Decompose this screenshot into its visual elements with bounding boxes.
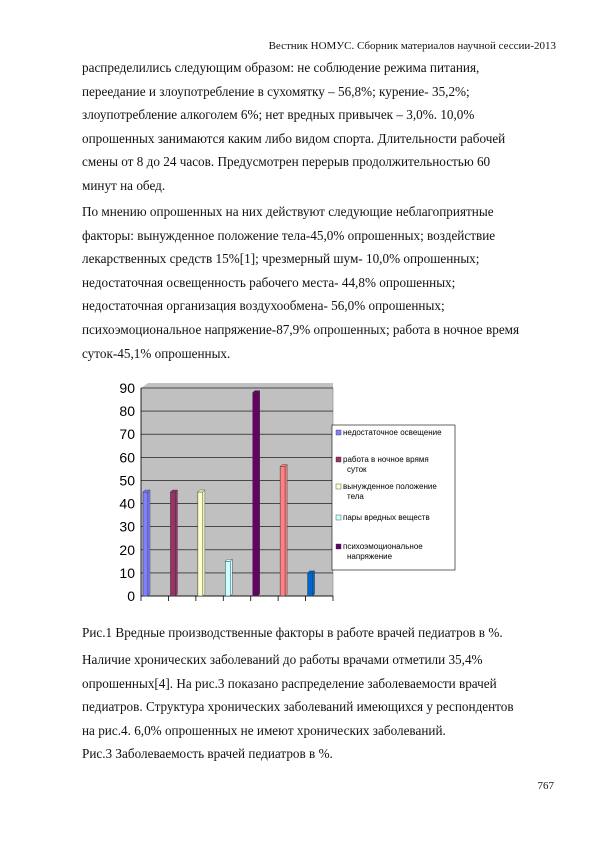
y-tick-label: 10 (119, 564, 135, 581)
plot-area (141, 388, 333, 596)
text-line: опрошенных[4]. На рис.3 показано распределение заболеваемости врачей (82, 675, 497, 691)
text-line: опрошенных занимаются каким либо видом спорта. Длительности рабочей (82, 130, 506, 146)
paragraph-1 (82, 56, 554, 198)
bar-side (285, 465, 287, 596)
y-tick-label: 0 (127, 588, 135, 602)
paragraph-3 (82, 648, 554, 766)
bar (170, 492, 175, 596)
bar-side (175, 490, 177, 596)
text-line: психоэмоциональное напряжение-87,9% опрошенных; работа в ночное время (82, 321, 520, 337)
bar-chart (96, 372, 476, 602)
legend-swatch (336, 515, 341, 520)
text-line: педиатров. Структура хронических заболеваний имеющихся у респондентов (82, 699, 514, 715)
text-line: суток-45,1% опрошенных. (82, 345, 231, 361)
page-number: 767 (537, 780, 554, 792)
bar (225, 561, 230, 596)
legend-label: пары вредных веществ (343, 513, 430, 522)
y-tick-label: 20 (119, 541, 135, 558)
legend-swatch (336, 430, 341, 435)
text-line: смены от 8 до 24 часов. Предусмотрен перерыв продолжительностью 60 (82, 154, 491, 170)
text-line: лекарственных средств 15%[1]; чрезмерный шум- 10,0% опрошенных; (82, 251, 480, 267)
y-tick-label: 30 (119, 518, 135, 535)
text-line: переедание и злоупотребление в сухомятку – 56,8%; курение- 35,2%; (82, 83, 470, 99)
y-tick-label: 90 (119, 380, 135, 396)
text-line: Рис.3 Заболеваемость врачей педиатров в %. (82, 746, 333, 762)
y-tick-label: 50 (119, 472, 135, 489)
figure-caption: Рис.1 Вредные производственные факторы в работе врачей педиатров в %. (82, 625, 503, 640)
text-line: недостаточная организация воздухообмена- 56,0% опрошенных; (82, 298, 445, 314)
y-tick-label: 70 (119, 426, 135, 443)
legend-label: вынужденное положение (343, 482, 437, 491)
bar (308, 573, 313, 596)
bar (198, 492, 203, 596)
journal-header: Вестник НОМУС. Сборник материалов научной сессии-2013 (268, 40, 556, 52)
text-line: на рис.4. 6,0% опрошенных не имеют хронических заболеваний. (82, 722, 446, 738)
bar-side (313, 571, 315, 596)
bar (143, 492, 148, 596)
legend-swatch (336, 484, 341, 489)
text-line: По мнению опрошенных на них действуют следующие неблагоприятные (82, 204, 494, 219)
y-tick-label: 80 (119, 403, 135, 420)
legend-label: недостаточное освещение (343, 428, 442, 437)
paragraph-2 (82, 200, 554, 365)
text-line: распределились следующим образом: не соблюдение режима питания, (82, 60, 480, 75)
legend-label: напряжение (347, 552, 393, 561)
legend-label: психоэмоциональное (343, 542, 423, 551)
bar-side (148, 490, 150, 596)
legend-label: работа в ночное врямя (343, 455, 429, 464)
text-line: Наличие хронических заболеваний до работы врачами отметили 35,4% (82, 652, 483, 667)
bar-side (230, 559, 232, 596)
legend-swatch (336, 544, 341, 549)
legend-swatch (336, 457, 341, 462)
y-tick-label: 40 (119, 495, 135, 512)
y-tick-label: 60 (119, 449, 135, 466)
bar-side (203, 490, 205, 596)
bar (253, 393, 258, 596)
bar (280, 467, 285, 596)
text-line: злоупотребление алкоголем 6%; нет вредных привычек – 3,0%. 10,0% (82, 107, 475, 123)
legend-label: суток (347, 465, 367, 474)
text-line: факторы: вынужденное положение тела-45,0% опрошенных; воздействие (82, 227, 496, 243)
text-line: минут на обед. (82, 177, 166, 193)
legend-label: тела (347, 492, 364, 501)
text-line: недостаточная освещенность рабочего места- 44,8% опрошенных; (82, 274, 456, 290)
bar-side (258, 391, 260, 596)
